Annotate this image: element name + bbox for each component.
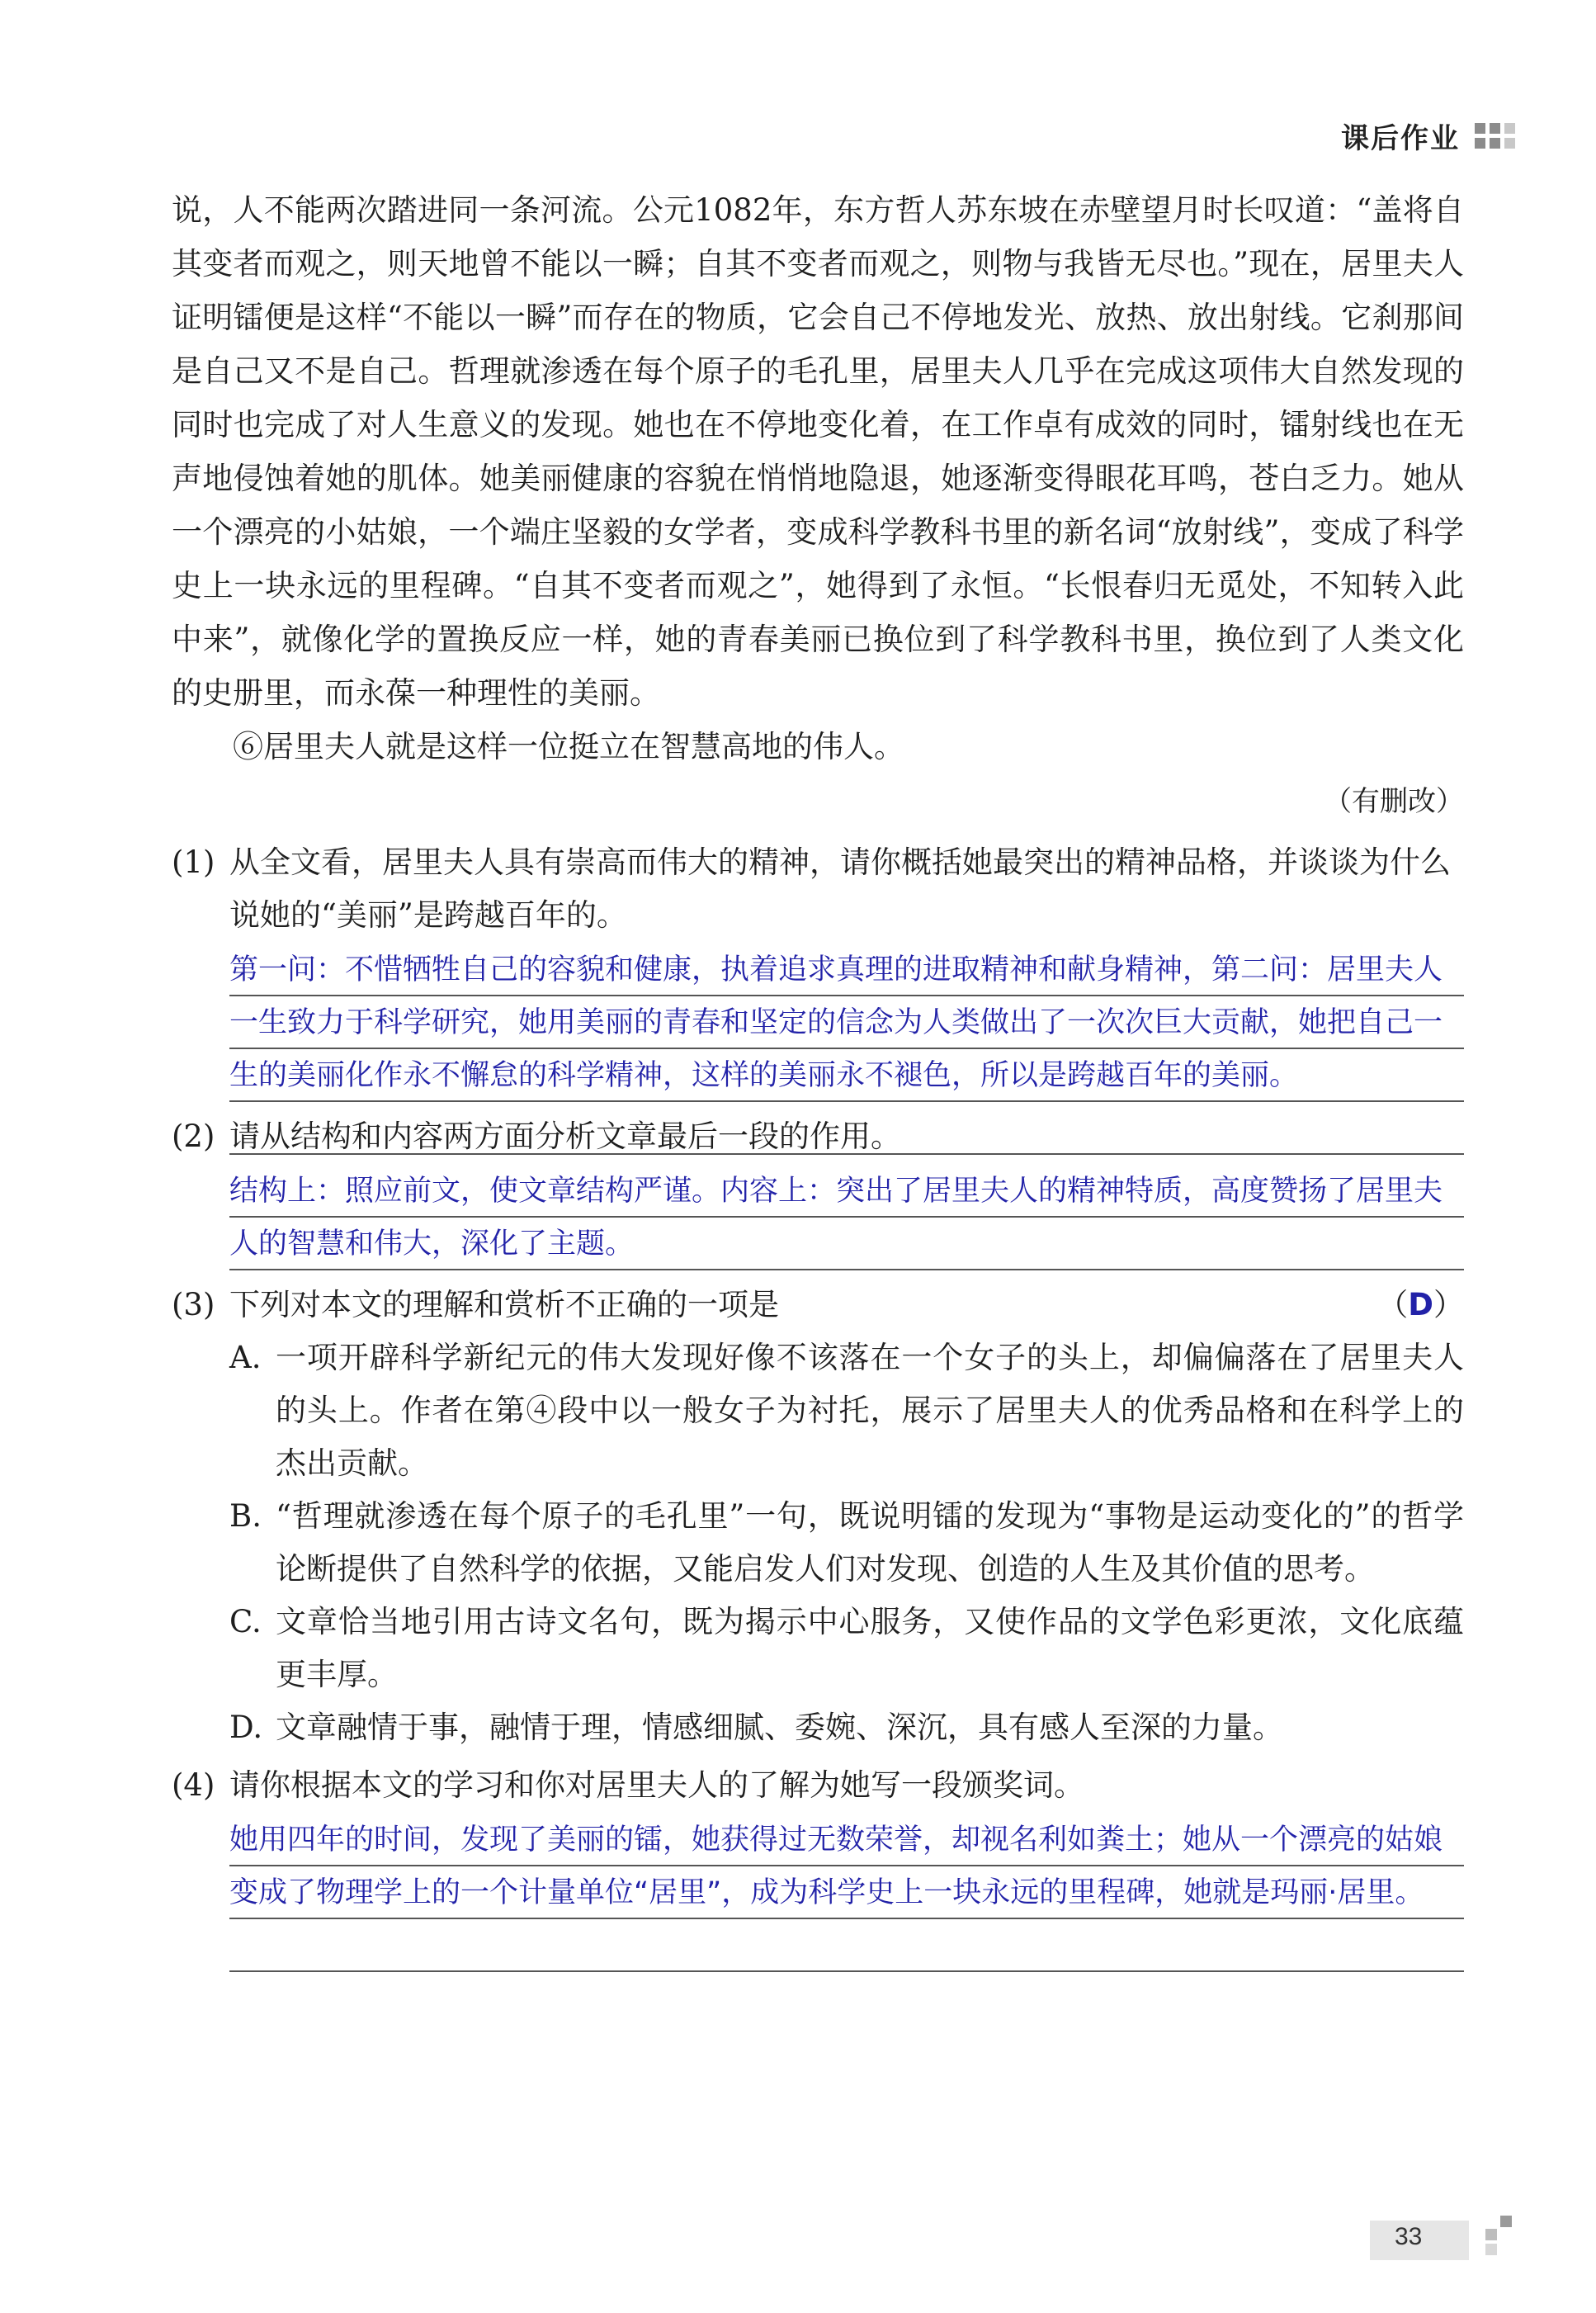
question-number: (1) [172, 844, 215, 880]
answer-area [229, 1165, 1464, 1270]
question-text: 从全文看，居里夫人具有崇高而伟大的精神，请你概括她最突出的精神品格，并谈谈为什么说她的“美丽”是跨越百年的。 [229, 844, 1451, 933]
question-text: 请从结构和内容两方面分析文章最后一段的作用。 [229, 1119, 901, 1154]
question-number: (2) [172, 1119, 215, 1154]
question-4 [172, 1759, 1464, 1919]
question-number: (3) [172, 1287, 215, 1322]
answer-bracket: （D） [1377, 1287, 1464, 1322]
section-title: 课后作业 [1341, 122, 1460, 155]
answer-area [229, 1814, 1464, 1919]
footer-square-icon [1485, 2244, 1497, 2255]
option-text: “哲理就渗透在每个原子的毛孔里”一句，既说明镭的发现为“事物是运动变化的”的哲学论断提供了自然科学的依据，又能启发人们对发现、创造的人生及其价值的思考。 [276, 1498, 1464, 1587]
source-note: （有删改） [1324, 785, 1464, 818]
page-number: 33 [1395, 2223, 1423, 2250]
question-3 [172, 1279, 1464, 1754]
answer-area [229, 944, 1464, 1102]
question-text: 下列对本文的理解和赏析不正确的一项是 [229, 1287, 779, 1322]
option-b [229, 1490, 1464, 1596]
page-content [172, 183, 1464, 1919]
selected-answer: D [1408, 1287, 1433, 1322]
question-1 [172, 836, 1464, 1102]
handwritten-answer: 结构上：照应前文，使文章结构严谨。内容上：突出了居里夫人的精神特质，高度赞扬了居里夫人的智慧和伟大，深化了主题。 [229, 1175, 1443, 1261]
option-label: A. [229, 1340, 262, 1375]
option-c [229, 1596, 1464, 1701]
handwritten-answer: 她用四年的时间，发现了美丽的镭，她获得过无数荣誉，却视名利如粪土；她从一个漂亮的姑娘变成了物理学上的一个计量单位“居里”，成为科学史上一块永远的里程碑，她就是玛丽·居里。 [229, 1823, 1443, 1909]
option-text: 一项开辟科学新纪元的伟大发现好像不该落在一个女子的头上，却偏偏落在了居里夫人的头上。作者在第④段中以一般女子为衬托，展示了居里夫人的优秀品格和在科学上的杰出贡献。 [276, 1340, 1464, 1481]
option-text: 文章恰当地引用古诗文名句，既为揭示中心服务，又使作品的文学色彩更浓，文化底蕴更丰厚。 [276, 1604, 1464, 1692]
option-label: C. [229, 1604, 262, 1639]
option-label: B. [229, 1498, 262, 1534]
footer-square-icon [1485, 2229, 1497, 2240]
option-d [229, 1701, 1464, 1754]
page-header [1341, 116, 1515, 156]
option-text: 文章融情于事，融情于理，情感细腻、委婉、深沉，具有感人至深的力量。 [276, 1710, 1283, 1745]
footer-square-icon [1500, 2216, 1512, 2227]
passage-paragraph-5: 说，人不能两次踏进同一条河流。公元1082年，东方哲人苏东坡在赤壁望月时长叹道：“盖将自其变者而观之，则天地曾不能以一瞬；自其不变者而观之，则物与我皆无尽也。”现在，居里夫人证明镭便是这样“不能以一瞬”而存在的物质，它会自己不停地发光、放热、放出射线。它刹那间是自己又不是自己。哲理就渗透在每个原子的毛孔里，居里夫人几乎在完成这项伟大自然发现的同时也完成了对人生意义的发现。她也在不停地变化着，在工作卓有成效的同时，镭射线也在无声地侵蚀着她的肌体。她美丽健康的容貌在悄悄地隐退，她逐渐变得眼花耳鸣，苍白乏力。她从一个漂亮的小姑娘，一个端庄坚毅的女学者，变成科学教科书里的新名词“放射线”，变成了科学史上一块永远的里程碑。“自其不变者而观之”，她得到了永恒。“长恨春归无觅处，不知转入此中来”，就像化学的置换反应一样，她的青春美丽已换位到了科学教科书里，换位到了人类文化的史册里，而永葆一种理性的美丽。 [172, 192, 1464, 711]
question-text: 请你根据本文的学习和你对居里夫人的了解为她写一段颁奖词。 [229, 1767, 1084, 1803]
handwritten-answer: 第一问：不惜牺牲自己的容貌和健康，执着追求真理的进取精神和献身精神，第二问：居里夫人一生致力于科学研究，她用美丽的青春和坚定的信念为人类做出了一次次巨大贡献，她把自己一生的美丽化作永不懈怠的科学精神，这样的美丽永不褪色，所以是跨越百年的美丽。 [229, 953, 1443, 1092]
option-label: D. [229, 1710, 263, 1745]
passage-paragraph-6: ⑥居里夫人就是这样一位挺立在智慧高地的伟人。 [233, 729, 904, 764]
header-squares-icon [1475, 123, 1515, 149]
option-a [229, 1332, 1464, 1490]
question-number: (4) [172, 1767, 215, 1803]
